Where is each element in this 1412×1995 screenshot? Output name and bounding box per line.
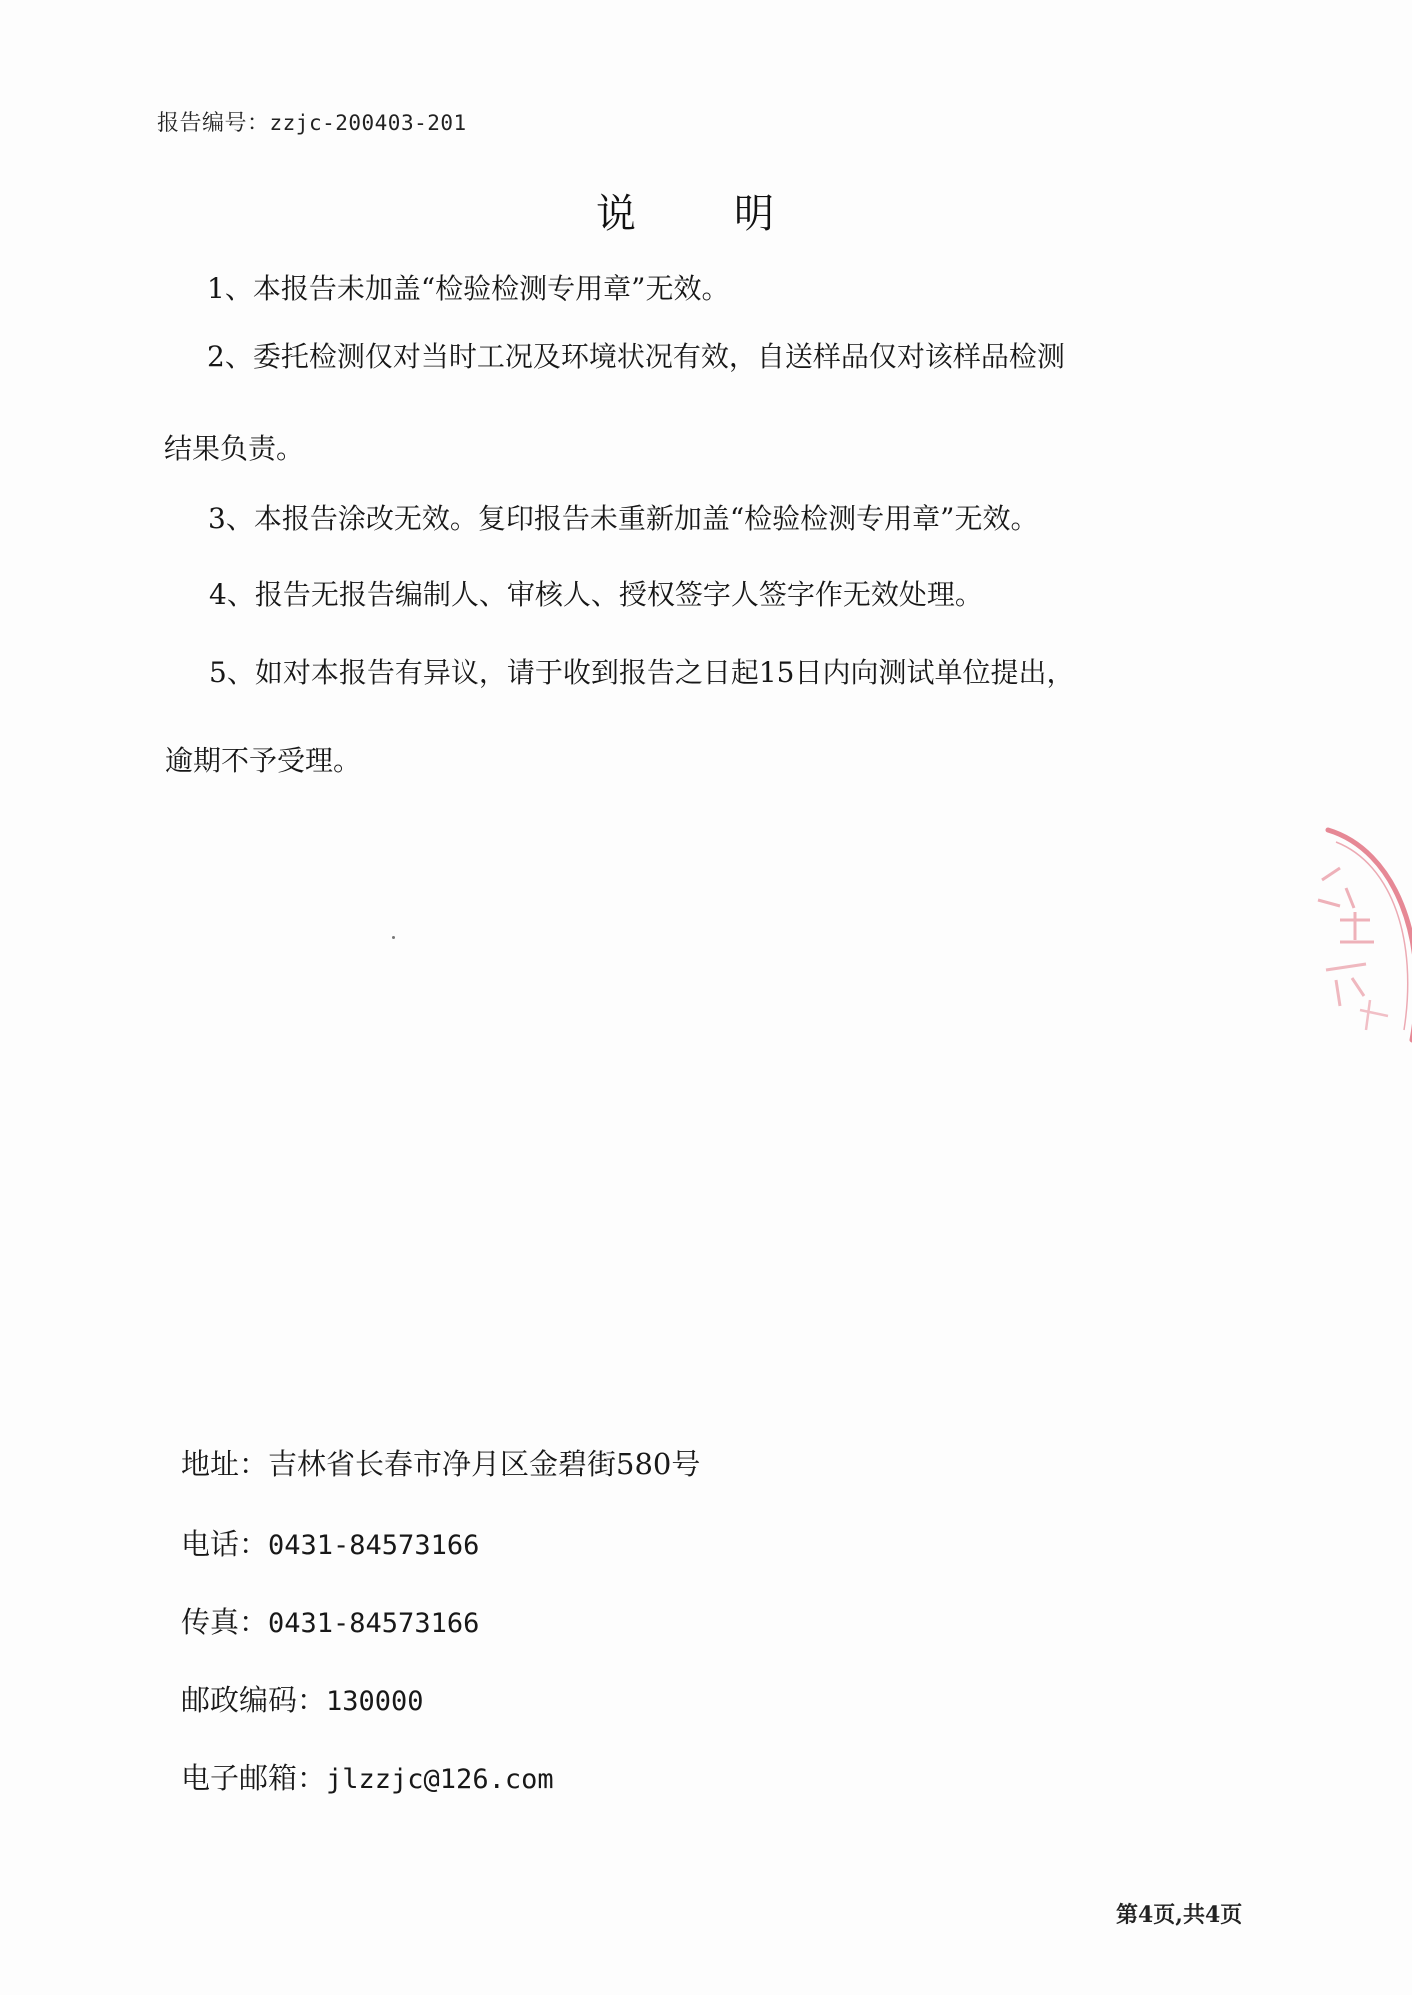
fax-line (181, 1600, 479, 1641)
fax-value: 0431-84573166 (268, 1608, 480, 1639)
fax-label: 传真： (181, 1605, 269, 1639)
note-3: 3、本报告涂改无效。复印报告未重新加盖“检验检测专用章”无效。 (208, 502, 1039, 535)
scan-speck (392, 936, 395, 939)
postcode-value: 130000 (326, 1686, 424, 1717)
page-number: 第4页,共4页 (1116, 1902, 1243, 1928)
note-5-continued: 逾期不予受理。 (165, 744, 362, 777)
email-line (181, 1756, 554, 1797)
phone-label: 电话： (181, 1527, 269, 1561)
report-number-label: 报告编号： (157, 111, 270, 136)
note-2-continued: 结果负责。 (164, 432, 305, 465)
address-label: 地址： (181, 1447, 269, 1481)
postcode-label: 邮政编码： (181, 1683, 327, 1717)
email-value: jlzzjc@126.com (326, 1764, 554, 1795)
report-number (157, 106, 467, 137)
postcode-line (181, 1678, 424, 1719)
report-number-value: zzjc-200403-201 (269, 111, 467, 135)
page-title: 说明 (596, 191, 872, 237)
note-5: 5、如对本报告有异议，请于收到报告之日起15日内向测试单位提出， (209, 656, 1075, 689)
seal-stamp-partial (1300, 820, 1412, 1060)
note-2: 2、委托检测仅对当时工况及环境状况有效，自送样品仅对该样品检测 (207, 340, 1065, 373)
note-1: 1、本报告未加盖“检验检测专用章”无效。 (207, 272, 730, 305)
address-line (181, 1442, 700, 1483)
email-label: 电子邮箱： (181, 1761, 327, 1795)
address-value: 吉林省长春市净月区金碧街580号 (268, 1447, 701, 1481)
phone-line (181, 1522, 479, 1563)
phone-value: 0431-84573166 (268, 1530, 480, 1561)
note-4: 4、报告无报告编制人、审核人、授权签字人签字作无效处理。 (209, 578, 983, 611)
